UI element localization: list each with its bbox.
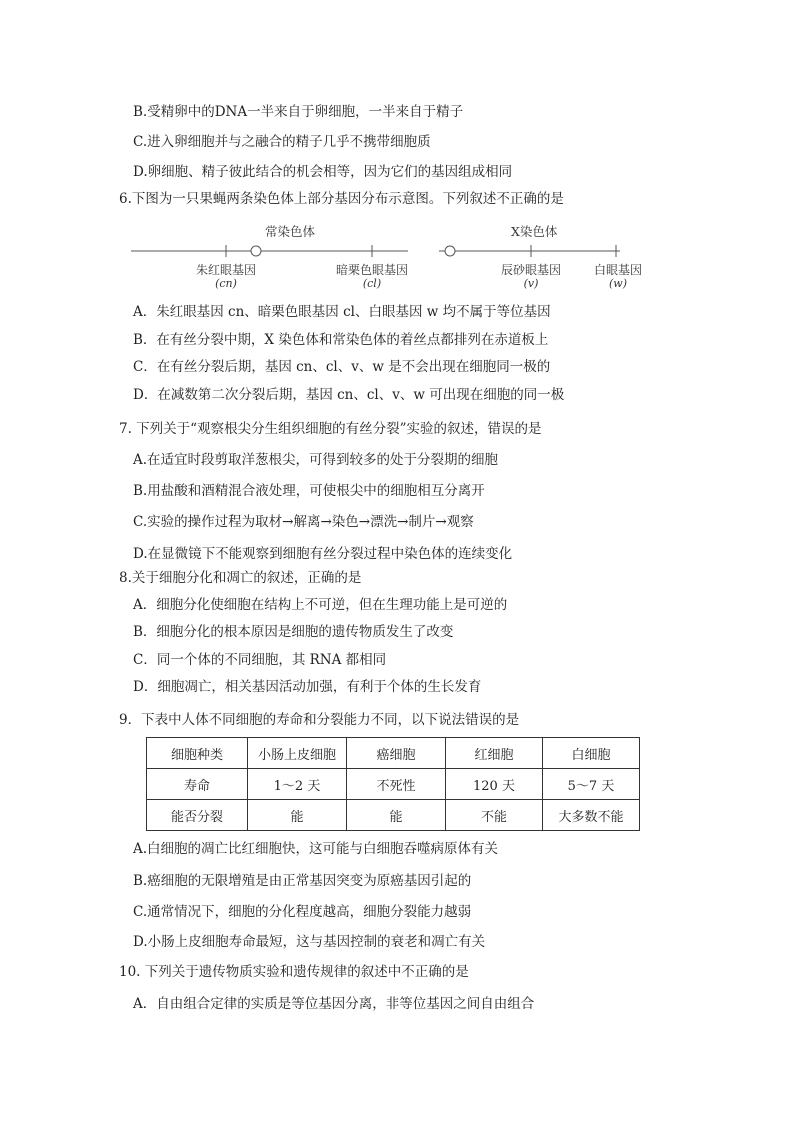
q9-option-b: B.癌细胞的无限增殖是由正常基因突变为原癌基因引起的 <box>133 873 472 889</box>
q5-option-c: C.进入卵细胞并与之融合的精子几乎不携带细胞质 <box>133 134 431 150</box>
table-cell: 小肠上皮细胞 <box>248 738 347 769</box>
gene-cl-symbol: (cl) <box>362 277 382 290</box>
q9-option-c: C.通常情况下，细胞的分化程度越高，细胞分裂能力越弱 <box>133 904 472 920</box>
q7-option-b: B.用盐酸和酒精混合液处理，可使根尖中的细胞相互分离开 <box>133 483 485 499</box>
q9-option-a: A.白细胞的凋亡比红细胞快，这可能与白细胞吞噬病原体有关 <box>133 841 499 857</box>
q6-option-d: D．在减数第二次分裂后期，基因 cn、cl、v、w 可出现在细胞的同一极 <box>133 387 565 403</box>
x-centromere <box>445 246 455 256</box>
table-cell: 1～2 天 <box>248 769 347 800</box>
table-cell: 不死性 <box>347 769 446 800</box>
q5-option-b: B.受精卵中的DNA一半来自于卵细胞，一半来自于精子 <box>133 104 464 120</box>
autosome-centromere <box>251 246 261 256</box>
gene-v-label: 辰砂眼基因 <box>500 263 561 277</box>
q6-option-c: C．在有丝分裂后期，基因 cn、cl、v、w 是不会出现在细胞同一极的 <box>133 359 551 375</box>
table-cell: 120 天 <box>446 769 543 800</box>
gene-cn-symbol: (cn) <box>215 277 237 290</box>
q8-option-c: C．同一个体的不同细胞，其 RNA 都相同 <box>133 652 387 668</box>
q10-stem: 10. 下列关于遗传物质实验和遗传规律的叙述中不正确的是 <box>119 964 469 980</box>
q9-option-d: D.小肠上皮细胞寿命最短，这与基因控制的衰老和凋亡有关 <box>133 934 486 950</box>
table-cell: 红细胞 <box>446 738 543 769</box>
q7-option-a: A.在适宜时段剪取洋葱根尖，可得到较多的处于分裂期的细胞 <box>133 452 499 468</box>
q7-option-c: C.实验的操作过程为取材→解离→染色→漂洗→制片→观察 <box>133 514 474 530</box>
q7-option-d: D.在显微镜下不能观察到细胞有丝分裂过程中染色体的连续变化 <box>133 546 513 562</box>
table-cell: 不能 <box>446 800 543 831</box>
q8-option-b: B．细胞分化的根本原因是细胞的遗传物质发生了改变 <box>133 624 454 640</box>
q8-option-d: D．细胞凋亡，相关基因活动加强，有利于个体的生长发育 <box>133 679 482 695</box>
gene-cn-label: 朱红眼基因 <box>195 263 256 277</box>
table-cell: 癌细胞 <box>347 738 446 769</box>
q6-stem: 6.下图为一只果蝇两条染色体上部分基因分布示意图。下列叙述不正确的是 <box>119 191 564 207</box>
x-chromosome-title: X染色体 <box>511 224 558 239</box>
table-row <box>147 738 640 769</box>
table-cell: 能 <box>347 800 446 831</box>
table-cell: 能否分裂 <box>147 800 248 831</box>
gene-w-label: 白眼基因 <box>593 263 642 277</box>
table-cell: 白细胞 <box>543 738 640 769</box>
table-cell: 大多数不能 <box>543 800 640 831</box>
q5-option-d: D.卵细胞、精子彼此结合的机会相等，因为它们的基因组成相同 <box>133 164 513 180</box>
table-cell: 能 <box>248 800 347 831</box>
table-cell: 寿命 <box>147 769 248 800</box>
cell-lifespan-table <box>146 737 640 831</box>
q9-stem: 9．下表中人体不同细胞的寿命和分裂能力不同，以下说法错误的是 <box>119 712 520 728</box>
table-cell: 细胞种类 <box>147 738 248 769</box>
q8-option-a: A．细胞分化使细胞在结构上不可逆，但在生理功能上是可逆的 <box>133 597 508 613</box>
table-cell: 5～7 天 <box>543 769 640 800</box>
gene-v-symbol: (v) <box>523 277 539 290</box>
q8-stem: 8.关于细胞分化和凋亡的叙述，正确的是 <box>119 570 362 586</box>
gene-w-symbol: (w) <box>609 277 627 290</box>
q6-option-a: A．朱红眼基因 cn、暗栗色眼基因 cl、白眼基因 w 均不属于等位基因 <box>133 304 551 320</box>
q10-option-a: A．自由组合定律的实质是等位基因分离，非等位基因之间自由组合 <box>133 996 535 1012</box>
q7-stem: 7. 下列关于“观察根尖分生组织细胞的有丝分裂”实验的叙述，错误的是 <box>119 421 542 437</box>
table-row <box>147 769 640 800</box>
q6-option-b: B．在有丝分裂中期，X 染色体和常染色体的着丝点都排列在赤道板上 <box>133 332 549 348</box>
table-row <box>147 800 640 831</box>
gene-cl-label: 暗栗色眼基因 <box>335 263 408 277</box>
autosome-title: 常染色体 <box>265 224 316 239</box>
